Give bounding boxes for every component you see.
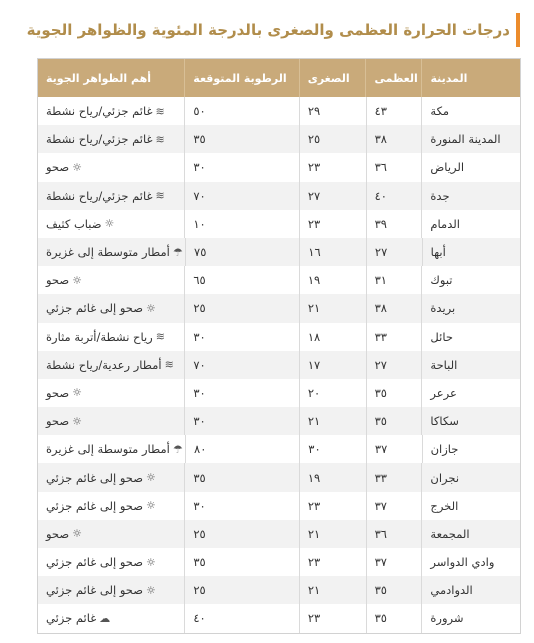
fog-icon: ☼ (104, 217, 115, 231)
weather-label: صحو إلى غائم جزئي (45, 470, 143, 485)
cell-city: المجمعة (421, 520, 520, 548)
table-row (38, 492, 520, 520)
table-row (38, 379, 520, 407)
table-row (38, 407, 520, 435)
weather-label: صحو إلى غائم جزئي (45, 301, 143, 316)
cell-city: جدة (421, 182, 520, 210)
cell-humidity: ٢٥ (184, 294, 299, 322)
weather-label: أمطار متوسطة إلى غزيرة (46, 442, 170, 457)
sun-cloud-icon: ☼ (145, 301, 156, 315)
sun-cloud-icon: ☼ (145, 583, 156, 597)
cell-weather (38, 266, 184, 294)
sun-icon: ☼ (72, 273, 82, 287)
dust-icon: ≋ (155, 330, 165, 344)
table-row (38, 548, 520, 576)
weather-label: أمطار متوسطة إلى غزيرة (46, 245, 170, 260)
cell-min: ١٩ (299, 266, 366, 294)
table-row (38, 351, 520, 379)
cell-weather (38, 294, 184, 322)
cell-weather (38, 492, 184, 520)
cell-humidity: ٤٠ (184, 604, 299, 632)
cell-humidity: ٨٠ (185, 435, 299, 463)
cell-city: تبوك (421, 266, 520, 294)
sun-cloud-icon: ☼ (145, 471, 156, 485)
weather-label: صحو (45, 160, 70, 175)
header-weather: أهم الظواهر الجوية (46, 71, 151, 85)
cell-min: ٢٠ (299, 379, 366, 407)
cell-weather (38, 182, 184, 210)
table-row (38, 323, 520, 351)
cell-max: ٣٥ (366, 604, 422, 632)
weather-label: صحو (45, 273, 70, 288)
cell-humidity: ٣٥ (184, 463, 299, 491)
cell-city: الباحة (421, 351, 520, 379)
table-row (38, 266, 520, 294)
table-body (38, 97, 520, 633)
sun-icon: ☼ (72, 160, 82, 174)
cell-min: ٢١ (299, 520, 366, 548)
table-row (38, 125, 520, 153)
cell-min: ٢٣ (299, 492, 366, 520)
cell-max: ٣٩ (366, 210, 422, 238)
cell-max: ٣٣ (366, 323, 422, 351)
weather-label: غائم جزئي (45, 611, 97, 626)
weather-label: ضباب كثيف (45, 216, 102, 231)
cell-city: وادي الدواسر (421, 548, 520, 576)
table-row (38, 182, 520, 210)
cell-min: ٢٣ (299, 604, 366, 632)
weather-table (37, 58, 521, 634)
cell-max: ٣١ (366, 266, 422, 294)
cell-weather (38, 435, 185, 463)
table-row (38, 435, 520, 463)
weather-label: غائم جزئي/رياح نشطة (45, 104, 153, 119)
weather-label: صحو (45, 385, 70, 400)
weather-label: صحو إلى غائم جزئي (45, 555, 143, 570)
cell-weather (38, 520, 184, 548)
cell-max: ٣٧ (366, 548, 422, 576)
table-row (38, 463, 520, 491)
cell-min: ١٩ (299, 463, 366, 491)
sun-cloud-icon: ☼ (145, 555, 156, 569)
cell-max: ٣٥ (366, 379, 422, 407)
cell-weather (38, 351, 184, 379)
cell-weather (38, 548, 184, 576)
cell-weather (38, 463, 184, 491)
cell-humidity: ٧٠ (184, 182, 299, 210)
cell-min: ٢١ (299, 576, 366, 604)
rain-icon: ☂ (172, 245, 183, 259)
weather-label: غائم جزئي/رياح نشطة (45, 132, 153, 147)
table-row (38, 97, 520, 125)
cell-city: نجران (421, 463, 520, 491)
weather-label: صحو (45, 414, 70, 429)
header-min: الصغرى (299, 59, 366, 97)
weather-label: رياح نشطة/أتربة مثارة (45, 329, 153, 344)
cell-min: ٢٣ (299, 548, 366, 576)
cell-city: جازان (422, 435, 520, 463)
rain-icon: ☂ (172, 442, 183, 456)
table-row (38, 238, 520, 266)
cell-city: شرورة (421, 604, 520, 632)
cell-max: ٤٣ (366, 97, 422, 125)
weather-label: غائم جزئي/رياح نشطة (45, 188, 153, 203)
sun-icon: ☼ (72, 414, 82, 428)
cell-humidity: ٣٠ (184, 379, 299, 407)
cell-max: ٣٦ (366, 153, 422, 181)
storm-wind-icon: ≋ (164, 358, 174, 372)
cell-humidity: ٧٠ (184, 351, 299, 379)
cell-weather (38, 379, 184, 407)
cell-city: الدمام (421, 210, 520, 238)
cell-min: ١٨ (299, 323, 366, 351)
cell-min: ٢٩ (299, 97, 366, 125)
cell-max: ٢٧ (366, 238, 422, 266)
cell-weather (38, 604, 184, 632)
sun-icon: ☼ (72, 527, 82, 541)
cell-humidity: ٣٥ (184, 548, 299, 576)
cell-humidity: ٥٠ (184, 97, 299, 125)
sun-cloud-icon: ☼ (145, 499, 156, 513)
cell-city: بريدة (421, 294, 520, 322)
table-row (38, 604, 520, 632)
cell-humidity: ٦٥ (184, 266, 299, 294)
cell-min: ٢٧ (299, 182, 366, 210)
cell-weather (38, 210, 184, 238)
windy-icon: ≋ (155, 189, 165, 203)
weather-label: صحو (45, 526, 70, 541)
cell-weather (38, 238, 185, 266)
cell-humidity: ٣٠ (184, 492, 299, 520)
cell-humidity: ٣٠ (184, 153, 299, 181)
header-city: المدينة (421, 59, 520, 97)
cell-weather (38, 97, 184, 125)
cell-humidity: ٧٥ (185, 238, 299, 266)
cell-max: ٤٠ (366, 182, 422, 210)
sun-icon: ☼ (72, 386, 82, 400)
header-humidity: الرطوبة المتوقعة (184, 59, 298, 97)
weather-label: صحو إلى غائم جزئي (45, 498, 143, 513)
cell-max: ٣٥ (366, 407, 422, 435)
cell-min: ٢٥ (299, 125, 366, 153)
cell-max: ٣٧ (366, 492, 422, 520)
cell-city: الدوادمي (421, 576, 520, 604)
cell-humidity: ٢٥ (184, 520, 299, 548)
cell-humidity: ٣٥ (184, 125, 299, 153)
title-bar (26, 13, 520, 47)
cell-city: مكة (421, 97, 520, 125)
table-row (38, 294, 520, 322)
cell-min: ٣٠ (299, 435, 366, 463)
cell-weather (38, 576, 184, 604)
cloud-icon: ☁ (99, 611, 111, 625)
cell-max: ٣٨ (366, 125, 422, 153)
cell-min: ١٧ (299, 351, 366, 379)
table-row (38, 520, 520, 548)
title-accent-bar (516, 13, 520, 47)
weather-label: أمطار رعدية/رياح نشطة (45, 357, 162, 372)
cell-max: ٣٥ (366, 576, 422, 604)
cell-city: الخرج (421, 492, 520, 520)
cell-min: ٢٣ (299, 210, 366, 238)
cell-max: ٣٧ (366, 435, 422, 463)
cell-weather (38, 125, 184, 153)
cell-max: ٣٣ (366, 463, 422, 491)
cell-max: ٢٧ (366, 351, 422, 379)
cell-max: ٣٦ (366, 520, 422, 548)
table-row (38, 153, 520, 181)
cell-min: ١٦ (299, 238, 366, 266)
cell-city: سكاكا (421, 407, 520, 435)
windy-icon: ≋ (155, 132, 165, 146)
table-row (38, 210, 520, 238)
windy-icon: ≋ (155, 104, 165, 118)
cell-min: ٢١ (299, 407, 366, 435)
cell-min: ٢١ (299, 294, 366, 322)
cell-city: المدينة المنورة (421, 125, 520, 153)
cell-city: الرياض (421, 153, 520, 181)
page-title: درجات الحرارة العظمى والصغرى بالدرجة المئوية والظواهر الجوية (26, 21, 510, 39)
cell-min: ٢٣ (299, 153, 366, 181)
cell-humidity: ٣٠ (184, 323, 299, 351)
cell-humidity: ٣٠ (184, 407, 299, 435)
cell-city: أبها (422, 238, 520, 266)
cell-weather (38, 153, 184, 181)
weather-label: صحو إلى غائم جزئي (45, 583, 143, 598)
cell-weather (38, 323, 184, 351)
cell-weather (38, 407, 184, 435)
table-header-row (38, 59, 520, 97)
cell-city: عرعر (421, 379, 520, 407)
cell-humidity: ٢٥ (184, 576, 299, 604)
cell-humidity: ١٠ (184, 210, 299, 238)
cell-max: ٣٨ (366, 294, 422, 322)
table-row (38, 576, 520, 604)
cell-city: حائل (421, 323, 520, 351)
header-max: العظمى (365, 59, 421, 97)
